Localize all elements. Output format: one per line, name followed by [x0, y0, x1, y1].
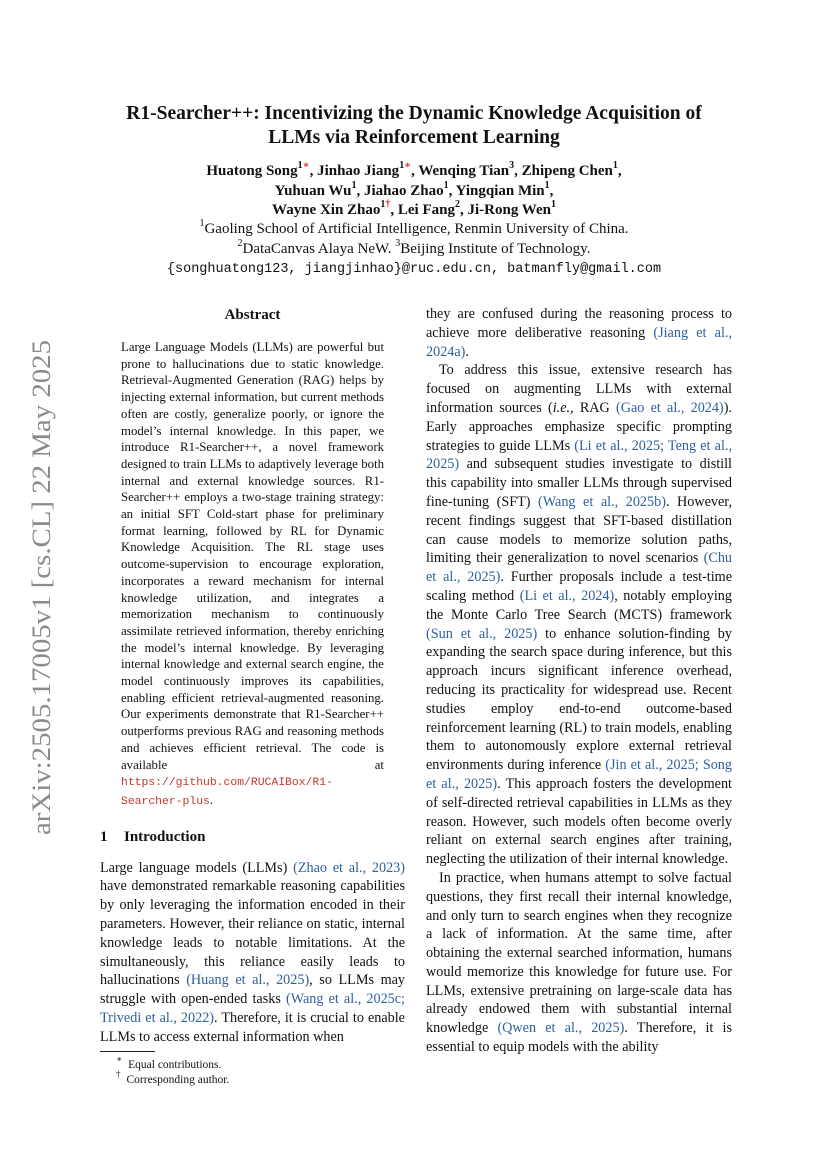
author: Jiahao Zhao [364, 182, 444, 199]
title-line-2: LLMs via Reinforcement Learning [268, 127, 560, 148]
footnote-text: Equal contributions. [128, 1058, 222, 1071]
title-line-1: R1-Searcher++: Incentivizing the Dynamic Knowledge Acquisition of [126, 103, 702, 124]
author-affil-sup: 1 [443, 179, 449, 191]
footnote-1 [116, 1053, 405, 1073]
citation-link[interactable]: (Sun et al., 2025) [426, 625, 538, 642]
corresponding-mark: † [385, 199, 391, 210]
abstract-heading: Abstract [224, 307, 281, 323]
section-title: Introduction [124, 828, 206, 845]
author: Huatong Song [206, 163, 298, 179]
citation-link[interactable]: (Li et al., 2025; Teng et al., 2025) [426, 437, 732, 473]
abstract-text [121, 339, 384, 811]
author: Wayne Xin Zhao [272, 202, 381, 218]
author: Zhipeng Chen [521, 163, 613, 179]
abstract-body: Large Language Models (LLMs) are powerful but prone to hallucinations due to static knowledge. Retrieval-Augmented Generation (RAG) helps by injecting external information, but current methods often are costly, generalize poorly, or ignore the model’s internal knowledge. In this paper, we introduce R1-Searcher++, a novel framework designed to train LLMs to adaptively leverage both internal and external knowledge sources. R1-Searcher++ employs a two-stage training strategy: an initial SFT Cold-start phase for preliminary format learning, followed by RL for Dynamic Knowledge Acquisition. The RL stage uses outcome-supervision to encourage exploration, incorporates a reward mechanism for internal knowledge utilization, and integrates a memorization mechanism to continuously assimilate retrieved information, thereby enriching the model’s internal knowledge. By leveraging internal knowledge and external search engine, the model continuously improves its capabilities, enabling efficient retrieval-augmented reasoning. Our experiments demonstrate that R1-Searcher++ outperforms previous RAG and reasoning methods and achieves efficient retrieval. The code is available at [121, 340, 384, 772]
citation-link[interactable]: (Gao et al., 2024) [616, 399, 724, 416]
footnote-rule [100, 1051, 155, 1052]
intro-paragraph-2 [426, 361, 732, 869]
citation-link[interactable]: (Qwen et al., 2025) [497, 1020, 625, 1037]
section-heading-introduction [100, 827, 405, 847]
left-column [100, 305, 405, 1088]
author: Yingqian Min [455, 182, 545, 199]
citation-link[interactable]: (Wang et al., 2025b) [538, 493, 666, 510]
text: In practice, when humans attempt to solve factual questions, they first recall their internal knowledge, and only turn to search engines when they recognize a lack of information. At the same time, after obtaining the external searched information, humans would memorize this knowledge for future use. For LLMs, extensive pretraining on large-scale data has already endowed them with substantial internal knowledge [426, 869, 732, 1037]
citation-link[interactable]: (Chu et al., 2025) [426, 550, 732, 586]
author: Ji-Rong Wen [467, 202, 551, 218]
text: . This approach fosters the development of self-directed retrieval capabilities in LLMs as they reason. However, such models often become overly reliant on external search engines after training, neglecting the utilization of their internal knowledge. [426, 775, 733, 868]
author-affil-sup: 1 [550, 199, 556, 210]
author-affil-sup: 1 [380, 199, 386, 210]
intro-paragraph-1 [100, 859, 405, 1047]
author: Yuhuan Wu [274, 182, 352, 199]
citation-link[interactable]: (Jin et al., 2025; Song et al., 2025) [426, 757, 732, 792]
text: , so LLMs may struggle with open-ended tasks [100, 972, 405, 1008]
text: Large language models (LLMs) [100, 859, 294, 876]
text: . Therefore, it is essential to equip models with the ability [426, 1020, 732, 1056]
equal-contrib-mark: ∗ [302, 160, 310, 171]
abstract-end: . [209, 792, 214, 807]
citation-link[interactable]: (Zhao et al., 2023) [293, 859, 406, 876]
footnote-mark: ∗ [116, 1053, 123, 1064]
author-affil-sup: 1 [612, 160, 618, 171]
author-affil-sup: 1 [544, 179, 550, 191]
citation-link[interactable]: (Wang et al., 2025c; Trivedi et al., 2022) [100, 991, 406, 1027]
arxiv-id: arXiv:2505.17005v1 [cs.CL] 22 May 2025 [27, 388, 56, 835]
affil-sup: 3 [395, 237, 401, 249]
footnote-mark: † [116, 1068, 121, 1079]
author-list: Huatong Song$^{1∗}$, Jinhao Jiang$^{1∗}$, Wenqing Tian$^3$, Zhipeng Chen$^1$, Yuhuan Wu$^1$, Jiahao Zhao$^1$, Yingqian Min$^1$, Wayne Xin Zhao$^{1\dagger}$, Lei Fang$^2$, Ji-Rong Wen$^1$ [206, 160, 622, 218]
text: , notably employing the Monte Carlo Tree Search (MCTS) framework [426, 587, 732, 623]
citation-link[interactable]: (Li et al., 2024) [519, 587, 615, 604]
affiliation-2: DataCanvas Alaya NeW. [242, 240, 396, 257]
author-emails: {songhuatong123, jiangjinhao}@ruc.edu.cn, batmanfly@gmail.com [166, 262, 662, 277]
arxiv-stamp [18, 340, 60, 835]
footnote-text: Corresponding author. [126, 1073, 230, 1086]
text: To address this issue, extensive research has focused on augmenting LLMs with external information sources ( [426, 362, 732, 416]
intro-paragraph-3 [426, 869, 732, 1057]
affiliation-3: Beijing Institute of Technology. [400, 240, 591, 257]
affiliations [100, 220, 728, 280]
text: and subsequent studies investigate to distill this capability into smaller LLMs through supervised fine-tuning (SFT) [426, 456, 732, 510]
author-affil-sup: 1 [297, 160, 303, 171]
text: to enhance solution-finding by expanding the search space during inference, but this approach incurs significant inference overhead, reducing its practicality for widespread use. Recent studies employ end-to-end outcome-based reinforcement learning (RL) to train models, enabling them to autonomously explore external retrieval environments during inference [426, 625, 732, 774]
author: Jinhao Jiang [317, 163, 400, 179]
affil-sup: 1 [199, 218, 205, 229]
paper-title [100, 102, 728, 150]
affil-sup: 2 [237, 237, 243, 249]
text: have demonstrated remarkable reasoning capabilities by only leveraging the information encoded in their parameters. However, their reliance on static, internal knowledge leads to notable limitations. At the simultaneously, this reliance easily leads to hallucinations [100, 878, 405, 989]
text: . Therefore, it is crucial to enable LLMs to access external information when [100, 1010, 405, 1045]
author-affil-sup: 2 [454, 199, 460, 210]
text: . Further proposals include a test-time scaling method [426, 569, 732, 604]
author-affil-sup: 1 [351, 179, 357, 191]
text: RAG [573, 399, 616, 416]
text: . However, recent findings suggest that SFT-based distillation can cause models to memorize solution paths, limiting their generalization to novel scenarios [426, 493, 733, 567]
section-number: 1 [100, 828, 108, 845]
equal-contrib-mark: ∗ [404, 160, 412, 171]
author: Wenqing Tian [418, 163, 510, 179]
intro-paragraph-continued [426, 305, 732, 361]
footnote-2 [116, 1068, 405, 1088]
author: Lei Fang [397, 202, 455, 218]
right-column [426, 305, 732, 1057]
affiliation-1: Gaoling School of Artificial Intelligence, Renmin University of China. [204, 221, 629, 237]
text: . [465, 343, 469, 360]
author-affil-sup: 1 [399, 160, 405, 171]
author-affil-sup: 3 [509, 160, 515, 171]
citation-link[interactable]: (Huang et al., 2025) [186, 972, 310, 989]
code-url-link[interactable]: https://github.com/RUCAIBox/R1-Searcher-plus [121, 777, 333, 808]
text: they are confused during the reasoning process to achieve more deliberative reasoning [426, 306, 732, 341]
text: ). Early approaches emphasize specific prompting strategies to guide LLMs [426, 399, 732, 454]
citation-link[interactable]: (Jiang et al., 2024a) [426, 324, 732, 360]
text-italic: i.e., [552, 399, 574, 416]
